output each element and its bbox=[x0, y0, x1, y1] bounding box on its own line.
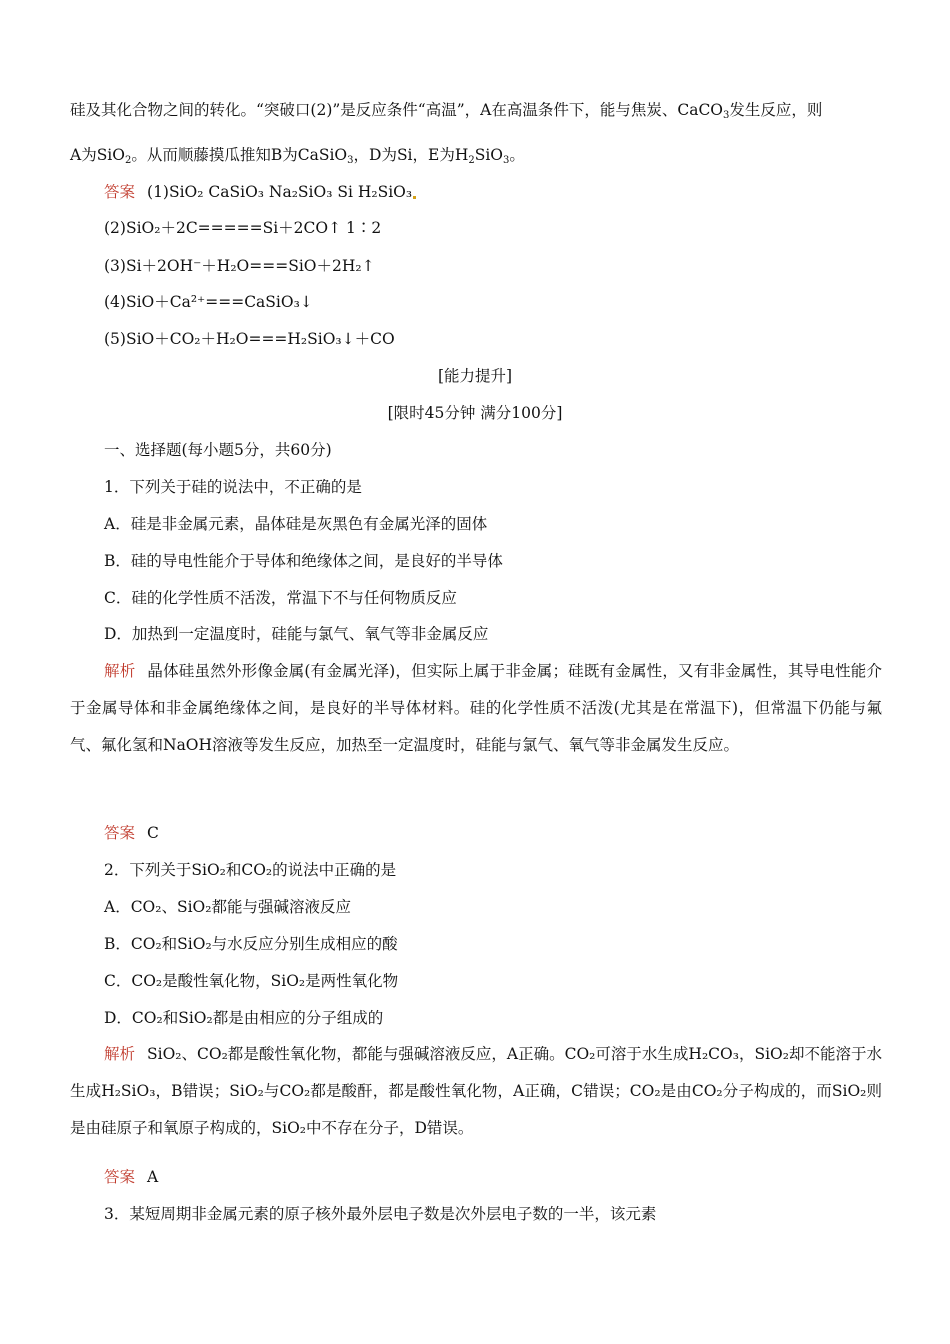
answer-label: 答案 bbox=[104, 824, 136, 842]
intro-text: ，D为Si，E为H bbox=[353, 146, 469, 164]
answer-text: (3)Si＋2OH⁻＋H₂O===SiO＋2H₂↑ bbox=[104, 257, 375, 275]
intro-text: SiO bbox=[474, 146, 504, 164]
answer-label: 答案 bbox=[104, 1168, 136, 1186]
q1-analysis bbox=[70, 653, 882, 764]
q2-option-d: D．CO₂和SiO₂都是由相应的分子组成的 bbox=[104, 1009, 384, 1027]
section-title: [能力提升] bbox=[437, 367, 513, 385]
part-heading bbox=[104, 439, 332, 461]
q2-analysis bbox=[70, 1036, 882, 1147]
answer-line-3 bbox=[104, 255, 375, 277]
subscript: 2 bbox=[468, 155, 475, 166]
q1-stem: 1．下列关于硅的说法中，不正确的是 bbox=[104, 478, 362, 496]
q1-answer bbox=[104, 822, 159, 844]
subscript: 2 bbox=[124, 155, 132, 166]
q2-option-b: B．CO₂和SiO₂与水反应分别生成相应的酸 bbox=[104, 935, 398, 953]
decor-mark bbox=[413, 196, 416, 199]
answer-text: (4)SiO＋Ca²⁺===CaSiO₃↓ bbox=[104, 293, 313, 311]
answer-label: 答案 bbox=[104, 183, 136, 201]
intro-text: A为SiO bbox=[70, 146, 125, 164]
intro-line-2 bbox=[70, 144, 525, 166]
answer-line-4 bbox=[104, 291, 313, 313]
q3-stem: 3．某短周期非金属元素的原子核外最外层电子数是次外层电子数的一半，该元素 bbox=[104, 1205, 657, 1223]
answer-text: (1)SiO₂ CaSiO₃ Na₂SiO₃ Si H₂SiO₃ bbox=[147, 183, 413, 201]
answer-value: C bbox=[147, 824, 159, 842]
intro-text: 。从而顺藤摸瓜推知B为CaSiO bbox=[131, 146, 348, 164]
q2-stem: 2．下列关于SiO₂和CO₂的说法中正确的是 bbox=[104, 861, 397, 879]
answer-text: (5)SiO＋CO₂＋H₂O===H₂SiO₃↓＋CO bbox=[104, 330, 395, 348]
intro-line-1 bbox=[70, 99, 822, 121]
analysis-label: 解析 bbox=[104, 662, 136, 680]
section-subtitle: [限时45分钟 满分100分] bbox=[387, 404, 563, 422]
subscript: 3 bbox=[503, 155, 510, 166]
part-heading-text: 一、选择题(每小题5分，共60分) bbox=[104, 441, 332, 459]
subscript: 3 bbox=[723, 110, 730, 121]
analysis-label: 解析 bbox=[104, 1045, 136, 1063]
answer-text: (2)SiO₂＋2C=====Si＋2CO↑ 1∶2 bbox=[104, 219, 382, 237]
answer-line-1 bbox=[104, 181, 416, 203]
q2-answer bbox=[104, 1166, 158, 1188]
q2-option-a: A．CO₂、SiO₂都能与强碱溶液反应 bbox=[104, 898, 351, 916]
answer-line-2 bbox=[104, 217, 381, 239]
intro-text: 硅及其化合物之间的转化。“突破口(2)”是反应条件“高温”，A在高温条件下，能与焦炭、CaCO bbox=[70, 101, 724, 119]
q1-option-d: D．加热到一定温度时，硅能与氯气、氧气等非金属反应 bbox=[104, 625, 489, 643]
answer-line-5 bbox=[104, 328, 395, 350]
analysis-text: SiO₂、CO₂都是酸性氧化物，都能与强碱溶液反应，A正确。CO₂可溶于水生成H₂CO₃，SiO₂却不能溶于水生成H₂SiO₃，B错误；SiO₂与CO₂都是酸酐，都是酸性氧化物，A正确，C错误；CO₂是由CO₂分子构成的，而SiO₂则是由硅原子和氧原子构成的，SiO₂中不存在分子，D错误。 bbox=[70, 1045, 882, 1137]
intro-text: 。 bbox=[509, 146, 525, 164]
q2-option-c: C．CO₂是酸性氧化物，SiO₂是两性氧化物 bbox=[104, 972, 399, 990]
q1-option-b: B．硅的导电性能介于导体和绝缘体之间，是良好的半导体 bbox=[104, 552, 503, 570]
analysis-text: 晶体硅虽然外形像金属(有金属光泽)，但实际上属于非金属；硅既有金属性，又有非金属性，其导电性能介于金属导体和非金属绝缘体之间，是良好的半导体材料。硅的化学性质不活泼(尤其是在常温下)，但常温下仍能与氟气、氟化氢和NaOH溶液等发生反应，加热至一定温度时，硅能与氯气、氧气等非金属发生反应。 bbox=[70, 662, 882, 754]
answer-value: A bbox=[147, 1168, 159, 1186]
q1-option-a: A．硅是非金属元素，晶体硅是灰黑色有金属光泽的固体 bbox=[104, 515, 488, 533]
subscript: 3 bbox=[347, 155, 354, 166]
intro-text: 发生反应，则 bbox=[729, 101, 823, 119]
q1-option-c: C．硅的化学性质不活泼，常温下不与任何物质反应 bbox=[104, 589, 457, 607]
